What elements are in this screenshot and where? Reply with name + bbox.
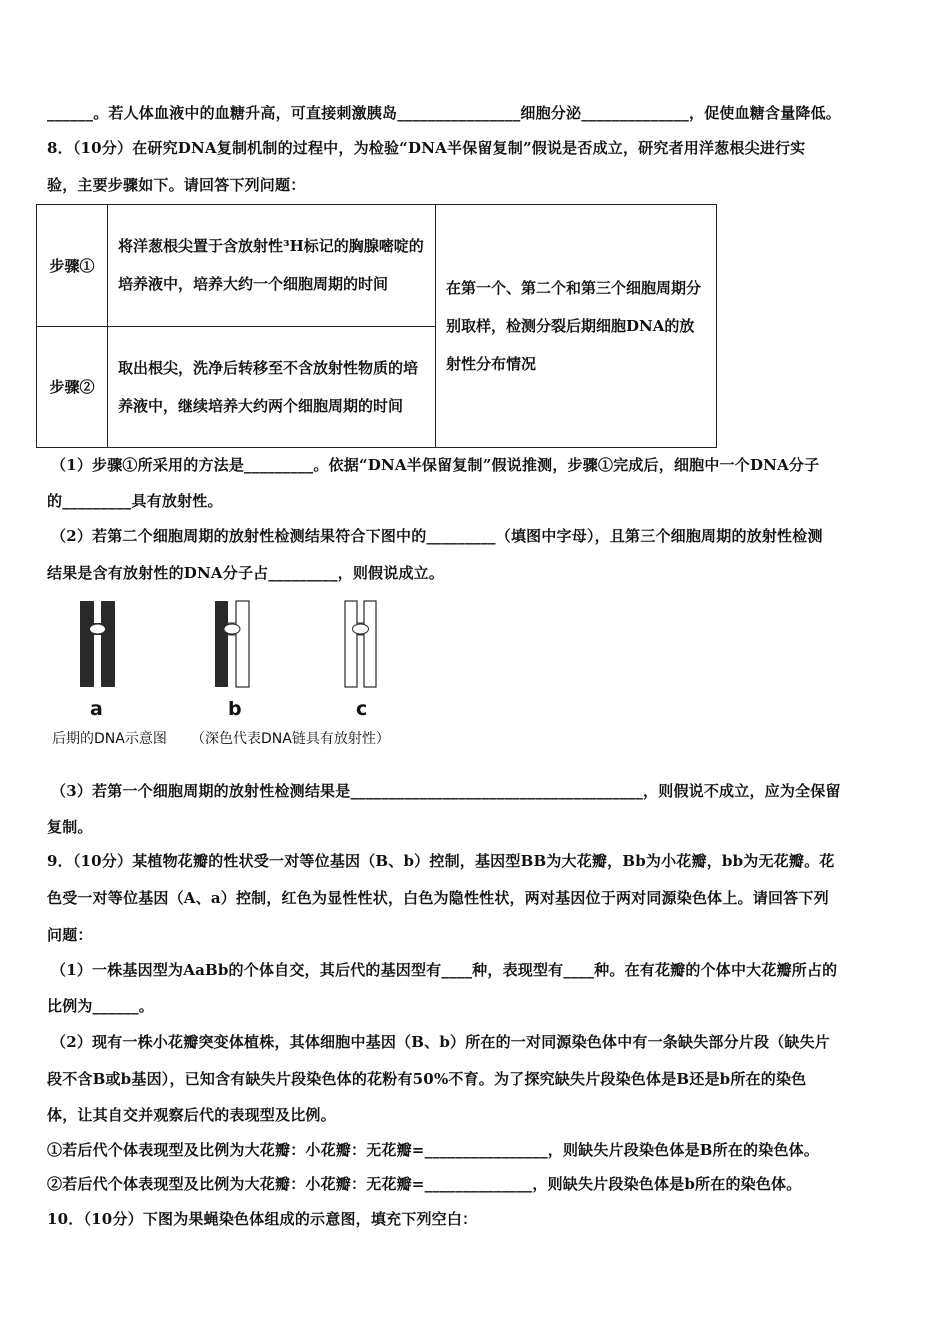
question-8-3-line-1: （3）若第一个细胞周期的放射性检测结果是______________________________________，则假说不成立，应为全保留 bbox=[51, 782, 841, 800]
chromosome-c bbox=[345, 601, 376, 687]
question-8-3-line-2: 复制。 bbox=[47, 818, 93, 836]
dna-figure bbox=[42, 595, 402, 695]
table-row bbox=[37, 205, 717, 327]
text-line-1: ______。若人体血液中的血糖升高，可直接刺激胰岛________________细胞分泌______________，促使血糖含量降低。 bbox=[47, 104, 842, 122]
figure-caption-left: 后期的DNA示意图 bbox=[52, 731, 167, 747]
chromosome-b-strand bbox=[215, 601, 228, 687]
step2-text: 取出根尖，洗净后转移至不含放射性物质的培养液中，继续培养大约两个细胞周期的时间 bbox=[108, 326, 436, 448]
question-8-2-line-2: 结果是含有放射性的DNA分子占_________，则假说成立。 bbox=[47, 564, 445, 582]
question-9-line-2: 色受一对等位基因（A、a）控制，红色为显性性状，白色为隐性性状，两对基因位于两对同源染色体上。请回答下列 bbox=[47, 889, 829, 907]
chromosome-a bbox=[80, 601, 115, 687]
step2-label: 步骤② bbox=[37, 326, 108, 448]
chromosome-a-strand bbox=[101, 601, 115, 687]
question-9-line-3: 问题： bbox=[47, 926, 93, 944]
question-8-2-line-1: （2）若第二个细胞周期的放射性检测结果符合下图中的_________（填图中字母），且第三个细胞周期的放射性检测 bbox=[51, 527, 823, 545]
chromosome-b-centromere-dot bbox=[224, 624, 240, 634]
chromosome-c-centromere-dot bbox=[353, 624, 369, 634]
question-8-1-line-2: 的_________具有放射性。 bbox=[47, 492, 223, 510]
question-9-2-line-3: 体，让其自交并观察后代的表现型及比例。 bbox=[47, 1106, 336, 1124]
detection-text: 在第一个、第二个和第三个细胞周期分别取样，检测分裂后期细胞DNA的放射性分布情况 bbox=[436, 205, 717, 448]
question-9-1-line-1: （1）一株基因型为AaBb的个体自交，其后代的基因型有____种，表现型有____种。在有花瓣的个体中大花瓣所占的 bbox=[51, 961, 838, 979]
chromosome-b-strand bbox=[236, 601, 249, 687]
question-9-1-line-2: 比例为______。 bbox=[47, 997, 155, 1015]
question-10-line-1: 10．（10分）下图为果蝇染色体组成的示意图，填充下列空白： bbox=[47, 1210, 478, 1228]
figure-label-b: b bbox=[228, 698, 242, 720]
chromosome-a-strand bbox=[80, 601, 94, 687]
steps-table bbox=[36, 204, 717, 448]
chromosome-c-strand bbox=[364, 601, 376, 687]
figure-label-c: c bbox=[356, 698, 368, 720]
step1-label: 步骤① bbox=[37, 205, 108, 327]
chromosome-c-strand bbox=[345, 601, 357, 687]
question-9-2-line-2: 段不含B或b基因），已知含有缺失片段染色体的花粉有50%不育。为了探究缺失片段染色体是B还是b所在的染色 bbox=[47, 1070, 807, 1088]
question-9-2-line-1: （2）现有一株小花瓣突变体植株，其体细胞中基因（B、b）所在的一对同源染色体中有一条缺失部分片段（缺失片 bbox=[51, 1033, 831, 1051]
question-8-line-2: 验，主要步骤如下。请回答下列问题： bbox=[47, 176, 306, 194]
figure-label-a: a bbox=[90, 698, 103, 720]
question-8-line-1: 8．（10分）在研究DNA复制机制的过程中，为检验“DNA半保留复制”假说是否成立，研究者用洋葱根尖进行实 bbox=[47, 139, 806, 157]
question-9-line-1: 9．（10分）某植物花瓣的性状受一对等位基因（B、b）控制，基因型BB为大花瓣，Bb为小花瓣，bb为无花瓣。花 bbox=[47, 852, 835, 870]
step1-text: 将洋葱根尖置于含放射性³H标记的胸腺嘧啶的培养液中，培养大约一个细胞周期的时间 bbox=[108, 205, 436, 327]
question-8-1-line-1: （1）步骤①所采用的方法是_________。依据“DNA半保留复制”假说推测，步骤①完成后，细胞中一个DNA分子 bbox=[51, 456, 820, 474]
question-9-2-line-5: ②若后代个体表现型及比例为大花瓣：小花瓣：无花瓣=______________，则缺失片段染色体是b所在的染色体。 bbox=[47, 1175, 802, 1193]
question-9-2-line-4: ①若后代个体表现型及比例为大花瓣：小花瓣：无花瓣=________________，则缺失片段染色体是B所在的染色体。 bbox=[47, 1141, 820, 1159]
chromosome-a-centromere-dot bbox=[90, 624, 106, 634]
figure-caption-right: （深色代表DNA链具有放射性） bbox=[191, 731, 390, 747]
chromosome-b bbox=[215, 601, 249, 687]
